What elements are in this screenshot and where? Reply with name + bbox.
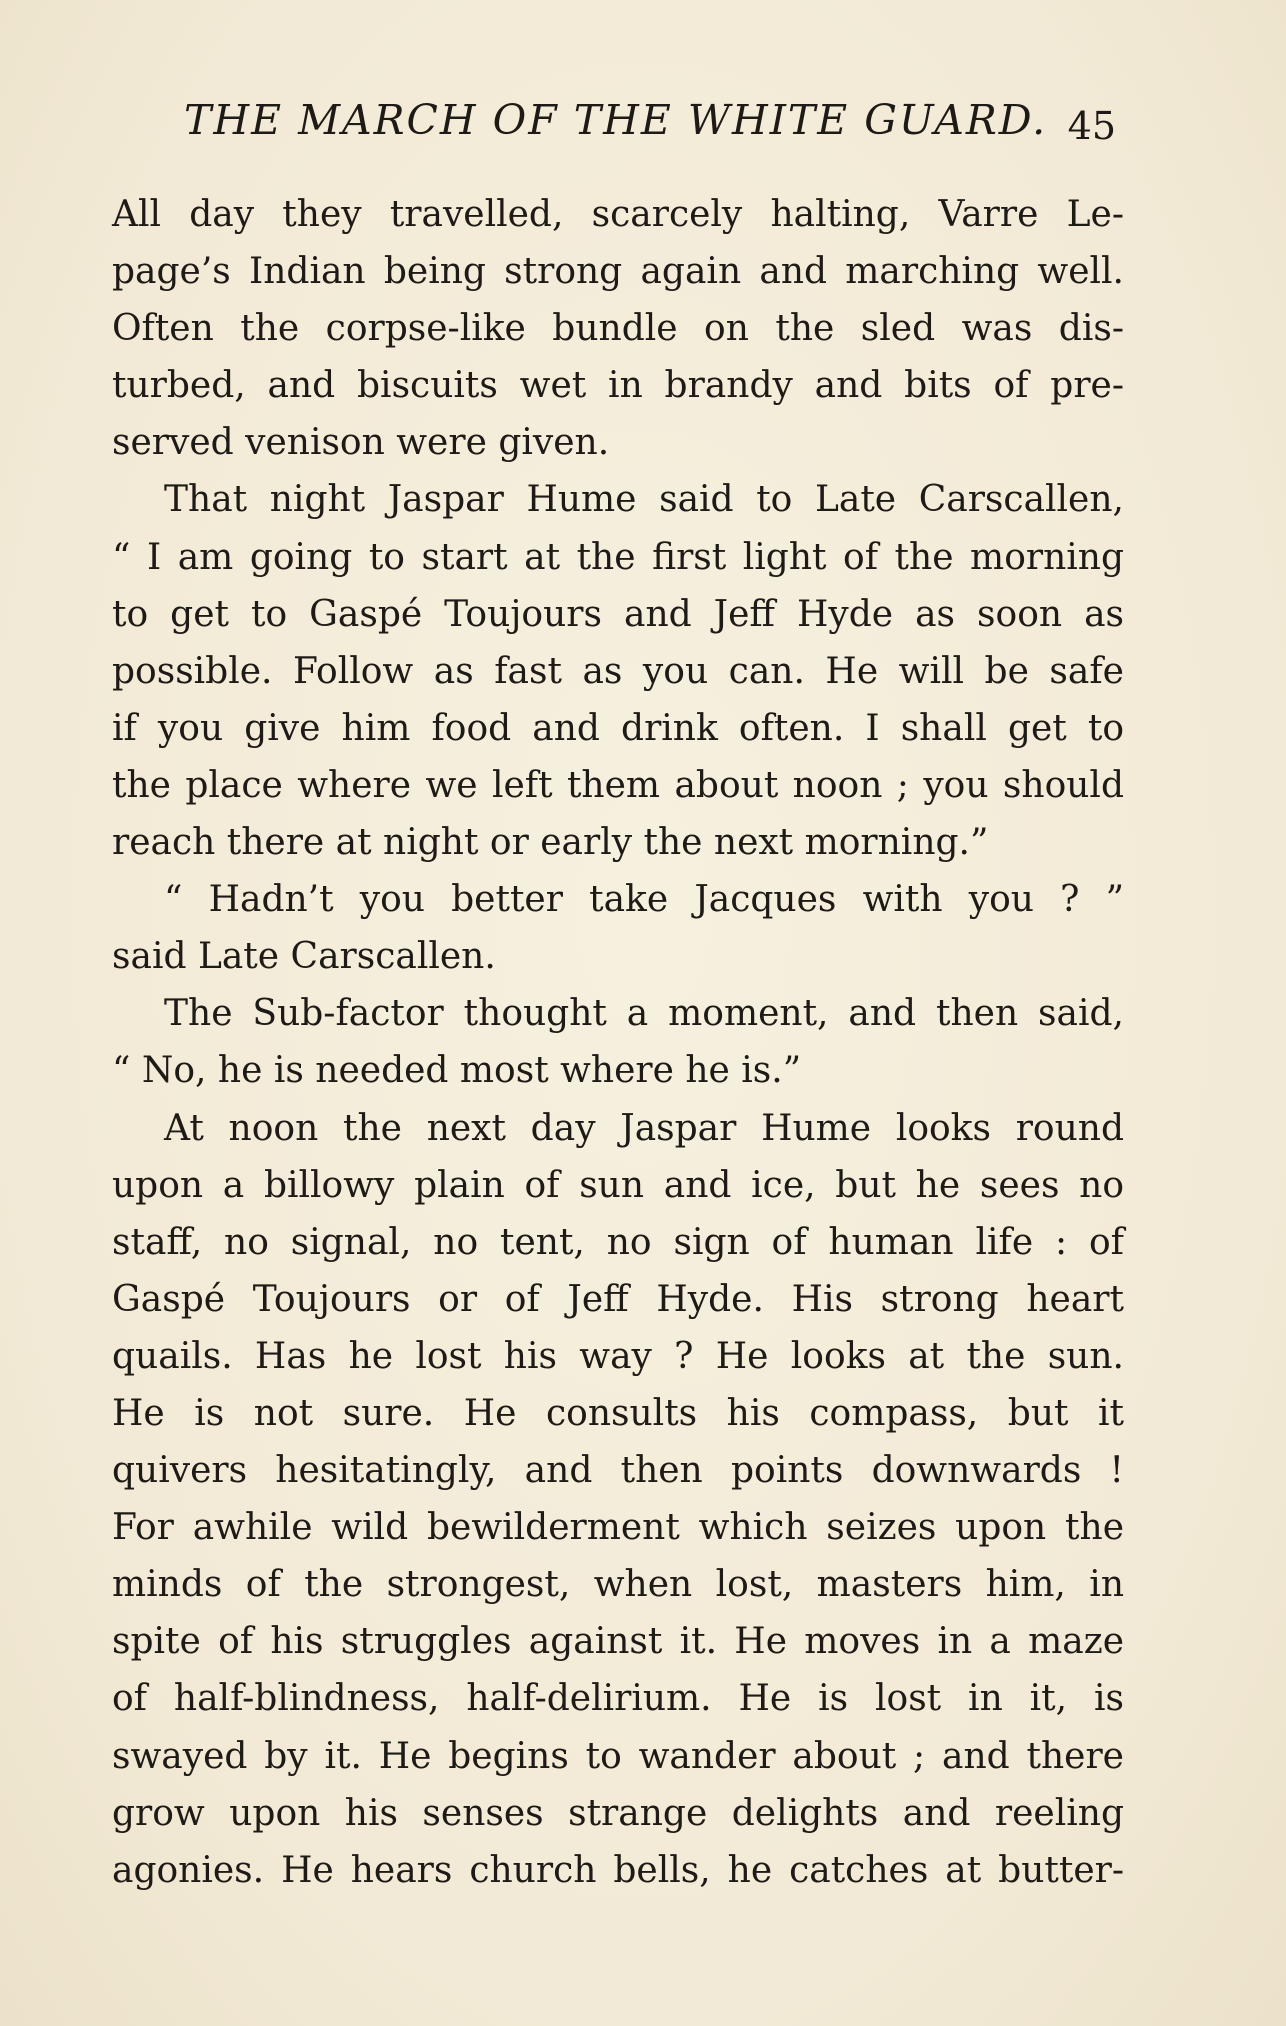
text-line: “ I am going to start at the first light of the morning — [112, 536, 1124, 578]
text-line: page’s Indian being strong again and marching well. — [112, 251, 1124, 293]
text-line: He is not sure. He consults his compass, but it — [112, 1392, 1124, 1434]
text-line: of half-blindness, half-delirium. He is lost in it, is — [112, 1678, 1124, 1720]
text-line: swayed by it. He begins to wander about ; and there — [112, 1735, 1124, 1777]
text-line: turbed, and biscuits wet in brandy and bits of pre- — [112, 365, 1124, 407]
text-line: grow upon his senses strange delights and reeling — [112, 1792, 1124, 1834]
text-line: All day they travelled, scarcely halting, Varre Le- — [112, 194, 1124, 235]
text-line: minds of the strongest, when lost, masters him, in — [112, 1564, 1124, 1606]
text-line: to get to Gaspé Toujours and Jeff Hyde as soon as — [112, 593, 1124, 635]
text-line: At noon the next day Jaspar Hume looks round — [164, 1107, 1124, 1149]
text-line: spite of his struggles against it. He moves in a maze — [112, 1621, 1124, 1663]
text-line: Gaspé Toujours or of Jeff Hyde. His strong heart — [112, 1278, 1124, 1320]
running-head — [114, 90, 1124, 150]
page-number: 45 — [1067, 104, 1116, 148]
text-line: The Sub-factor thought a moment, and then said, — [164, 993, 1124, 1035]
text-line: Often the corpse-like bundle on the sled was dis- — [112, 308, 1124, 350]
text-line: agonies. He hears church bells, he catches at butter- — [112, 1849, 1124, 1891]
text-line: the place where we left them about noon ; you should — [112, 764, 1124, 806]
running-title: THE MARCH OF THE WHITE GUARD. — [184, 96, 1048, 144]
text-line: said Late Carscallen. — [112, 936, 496, 978]
text-line: reach there at night or early the next morning.” — [112, 822, 989, 864]
text-line: possible. Follow as fast as you can. He will be safe — [112, 650, 1124, 692]
text-line: For awhile wild bewilderment which seizes upon the — [112, 1507, 1124, 1549]
text-line: “ Hadn’t you better take Jacques with you ? ” — [164, 879, 1124, 921]
text-line: if you give him food and drink often. I shall get to — [112, 707, 1124, 749]
text-line: quivers hesitatingly, and then points downwards ! — [112, 1450, 1124, 1492]
text-line: served venison were given. — [112, 422, 610, 464]
text-line: “ No, he is needed most where he is.” — [112, 1050, 802, 1092]
body-text — [112, 186, 1124, 1899]
text-line: staff, no signal, no tent, no sign of human life : of — [112, 1221, 1124, 1263]
text-line: upon a billowy plain of sun and ice, but he sees no — [112, 1164, 1124, 1206]
text-line: quails. Has he lost his way ? He looks at the sun. — [112, 1335, 1124, 1377]
text-line: That night Jaspar Hume said to Late Carscallen, — [164, 479, 1124, 521]
